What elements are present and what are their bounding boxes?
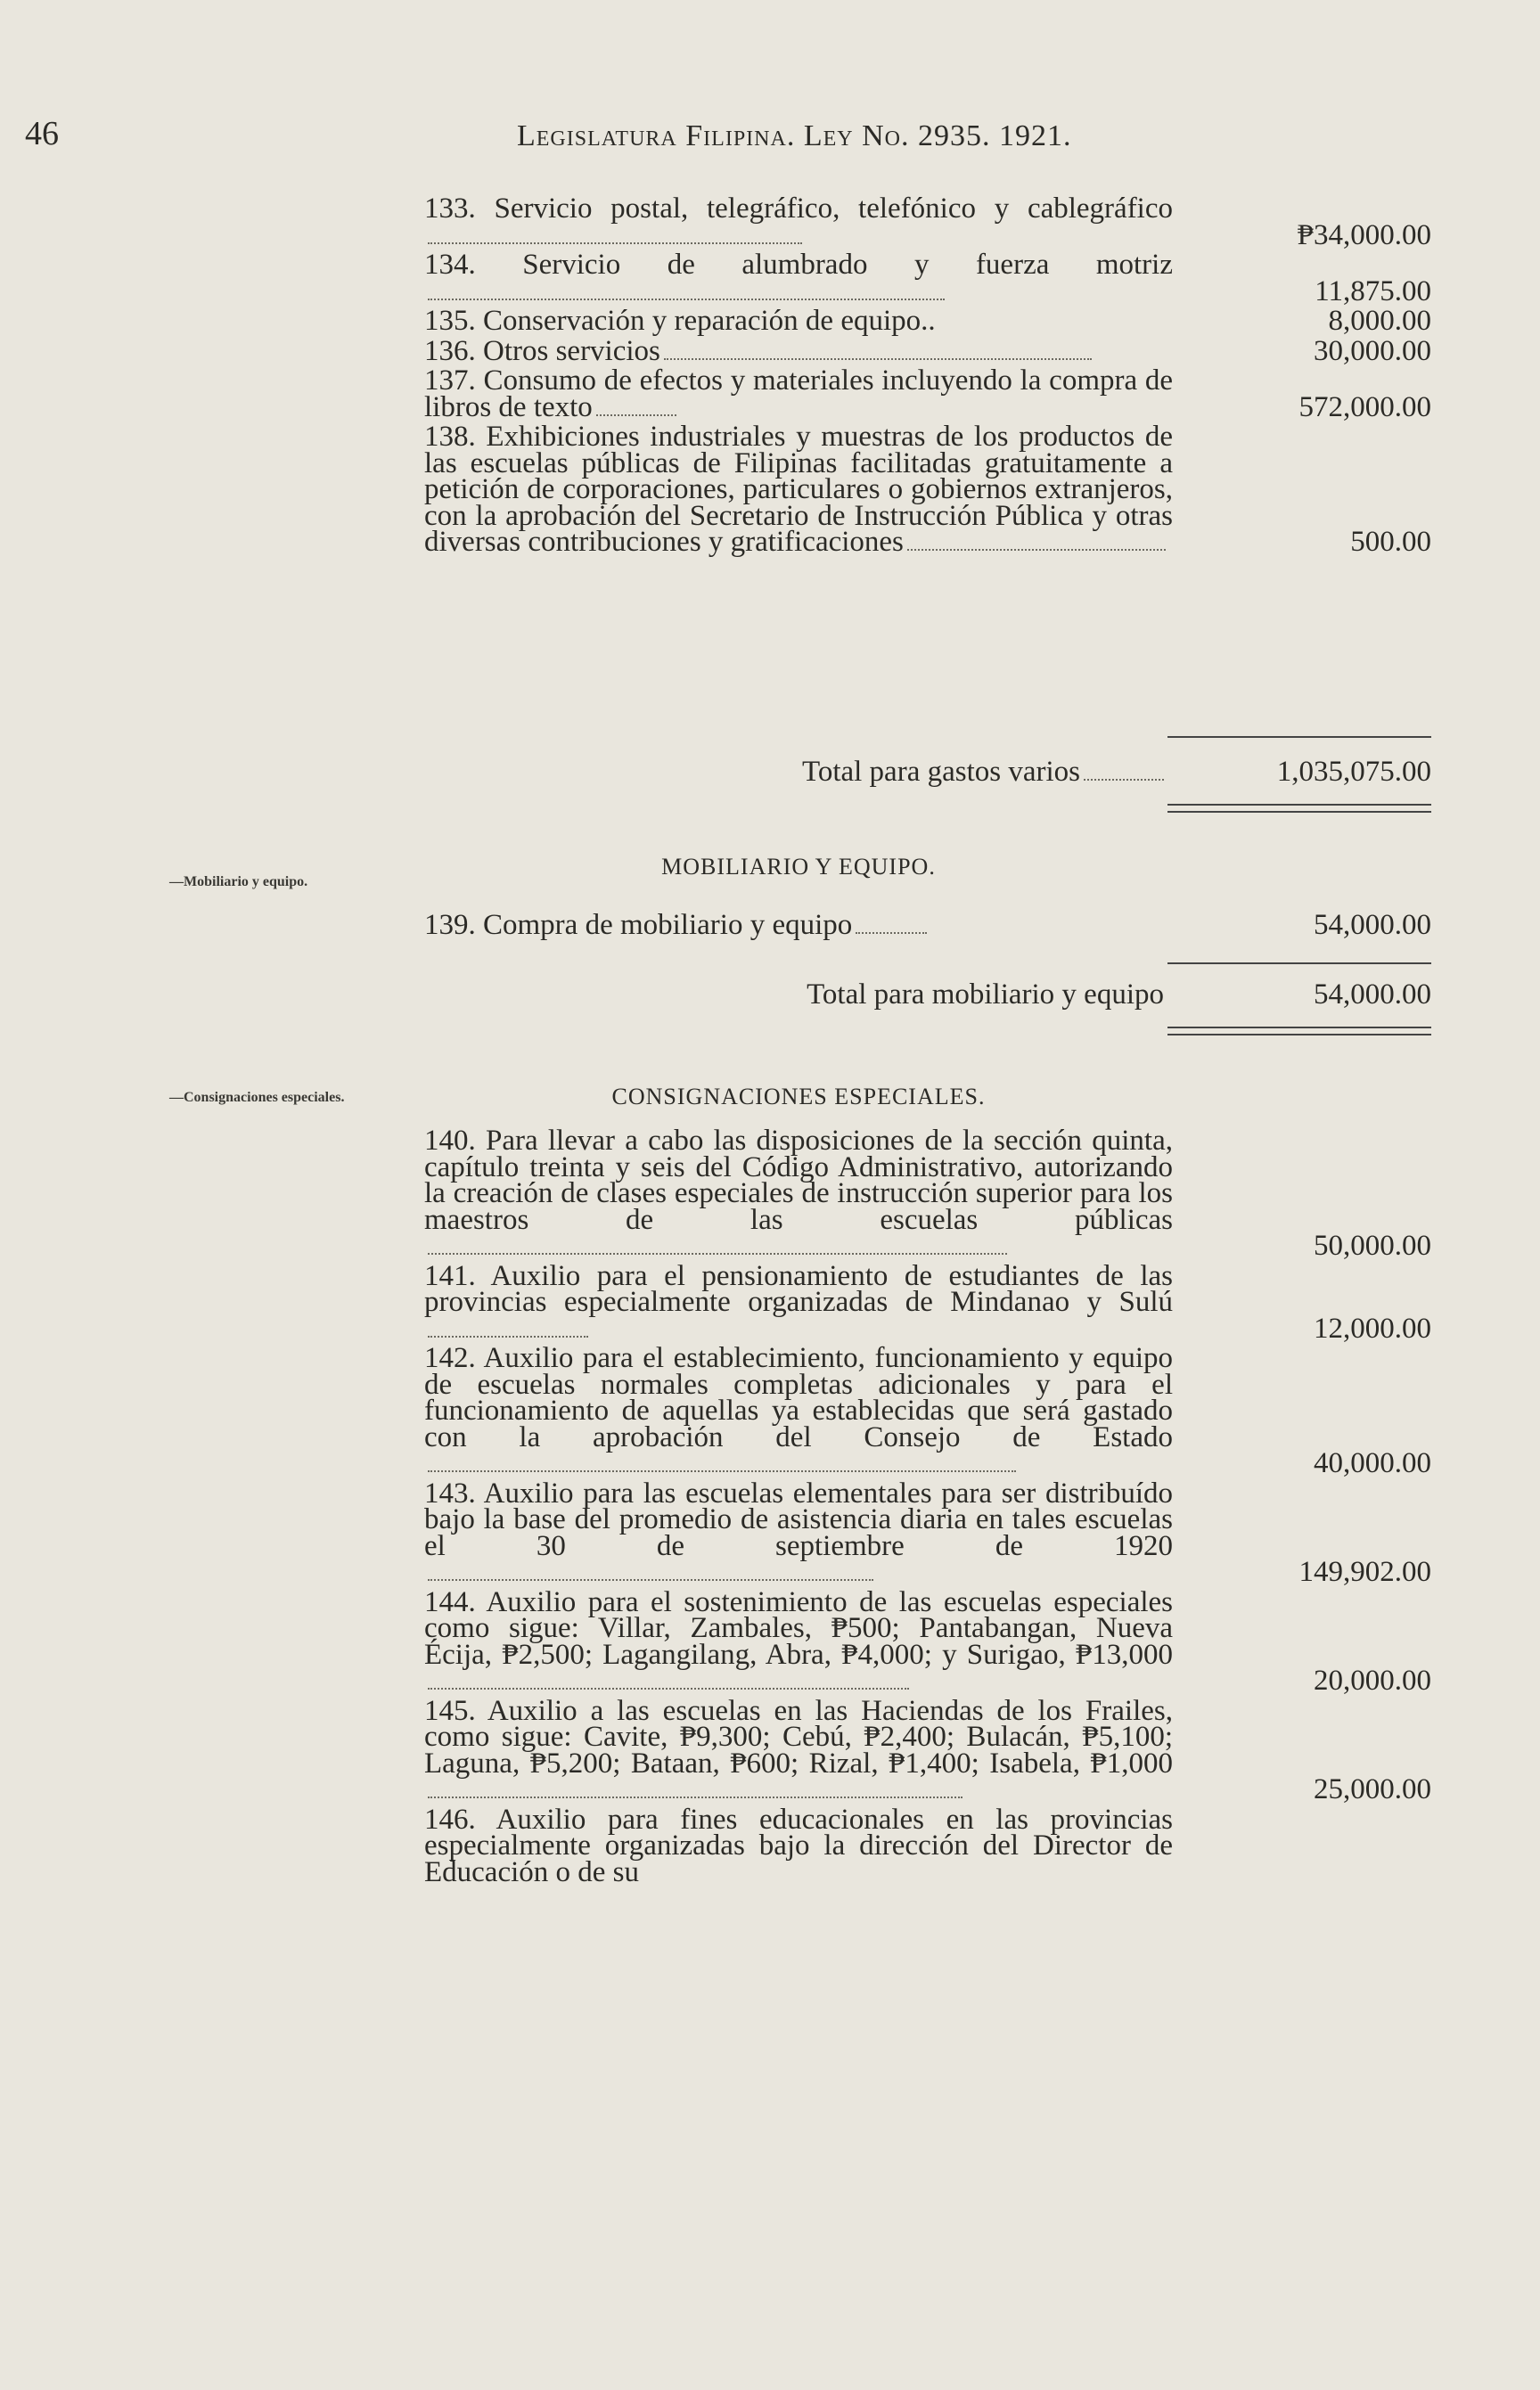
entry-135: 135. Conservación y reparación de equipo.. 8,000.00 xyxy=(424,305,1431,337)
entry-143: 143. Auxilio para las escuelas elementales para ser distribuído bajo la base del promedio de asistencia diaria en tales escuelas el 30 de septiembre de 1920 149,902.00 xyxy=(424,1477,1431,1588)
total-label: Total para mobiliario y equipo xyxy=(807,978,1164,1011)
rule xyxy=(1167,962,1431,964)
side-note-mobiliario: —Mobiliario y equipo. xyxy=(169,874,308,889)
total-amount: 1,035,075.00 xyxy=(1276,756,1431,788)
amount: 20,000.00 xyxy=(1314,1665,1431,1697)
total-label: Total para gastos varios xyxy=(801,756,1080,788)
amount: 54,000.00 xyxy=(1314,909,1431,941)
entry-133: 133. Servicio postal, telegráfico, telefónico y cablegráfico ₱34,000.00 xyxy=(424,192,1431,251)
entry-146: 146. Auxilio para fines educacionales en las provincias especialmente organizadas bajo la dirección del Director de Educación o de su xyxy=(424,1803,1173,1888)
double-rule xyxy=(1167,804,1431,813)
entry-141: 141. Auxilio para el pensionamiento de estudiantes de las provincias especialmente organizadas de Mindanao y Sulú 12,000.00 xyxy=(424,1259,1431,1345)
page-number: 46 xyxy=(25,115,59,152)
amount: 8,000.00 xyxy=(1328,305,1431,337)
amount: 30,000.00 xyxy=(1314,334,1431,367)
entry-134: 134. Servicio de alumbrado y fuerza motriz 11,875.00 xyxy=(424,249,1431,307)
total-amount: 54,000.00 xyxy=(1314,978,1431,1011)
entry-142: 142. Auxilio para el establecimiento, funcionamiento y equipo de escuelas normales completas adicionales y para el funcionamiento de aquellas ya establecidas que será gastado con la aprobación del Consejo de Estado 40,000.00 xyxy=(424,1342,1431,1479)
amount: 50,000.00 xyxy=(1314,1230,1431,1262)
entry-140: 140. Para llevar a cabo las disposiciones de la sección quinta, capítulo treinta y seis del Código Administrativo, autorizando la creación de clases especiales de instrucción superior para los maestros de las escuelas públicas 50,000.00 xyxy=(424,1125,1431,1262)
section-heading: CONSIGNACIONES ESPECIALES. xyxy=(611,1084,986,1109)
entry-145: 145. Auxilio a las escuelas en las Haciendas de los Frailes, como sigue: Cavite, ₱9,300; Cebú, ₱2,400; Bulacán, ₱5,100; Laguna, ₱5,200; Bataan, ₱600; Rizal, ₱1,400; Isabela, ₱1,000 25,000.00 xyxy=(424,1694,1431,1805)
amount: 40,000.00 xyxy=(1314,1447,1431,1479)
amount: ₱34,000.00 xyxy=(1297,218,1431,251)
double-rule xyxy=(1167,1027,1431,1035)
entry-144: 144. Auxilio para el sostenimiento de las escuelas especiales como sigue: Villar, Zambales, ₱500; Pantabangan, Nueva Écija, ₱2,500; Lagangilang, Abra, ₱4,000; y Surigao, ₱13,000 20,000.00 xyxy=(424,1585,1431,1697)
amount: 12,000.00 xyxy=(1314,1312,1431,1345)
side-note-consignaciones: —Consignaciones especiales. xyxy=(169,1090,345,1105)
amount: 500.00 xyxy=(1350,526,1431,558)
amount: 11,875.00 xyxy=(1315,274,1431,307)
amount: 572,000.00 xyxy=(1298,390,1431,423)
entries-gastos-varios xyxy=(424,192,1431,558)
running-head: Legislatura Filipina. Ley No. 2935. 1921. xyxy=(517,119,1072,152)
amount: 25,000.00 xyxy=(1314,1773,1431,1805)
section-heading: MOBILIARIO Y EQUIPO. xyxy=(661,854,936,880)
total-gastos-varios xyxy=(424,736,1431,816)
entry-136: 136. Otros servicios 30,000.00 xyxy=(424,334,1431,367)
amount: 149,902.00 xyxy=(1298,1556,1431,1588)
rule xyxy=(1167,736,1431,738)
entry-137: 137. Consumo de efectos y materiales incluyendo la compra de libros de texto 572,000.00 xyxy=(424,364,1431,423)
section-consignaciones xyxy=(424,1084,1431,1886)
entry-138: 138. Exhibiciones industriales y muestras de los productos de las escuelas públicas de Filipinas facilitadas gratuitamente a petición de corporaciones, particulares o gobiernos extranjeros, con la aprobación del Secretario de Instrucción Pública y otras diversas contribuciones y gratificaciones 500.00 xyxy=(424,421,1431,558)
section-mobiliario: MOBILIARIO Y EQUIPO. 139. Compra de mobiliario y equipo 54,000.00 Total para mobiliario y equipo 54,000.00 xyxy=(424,854,1431,1041)
